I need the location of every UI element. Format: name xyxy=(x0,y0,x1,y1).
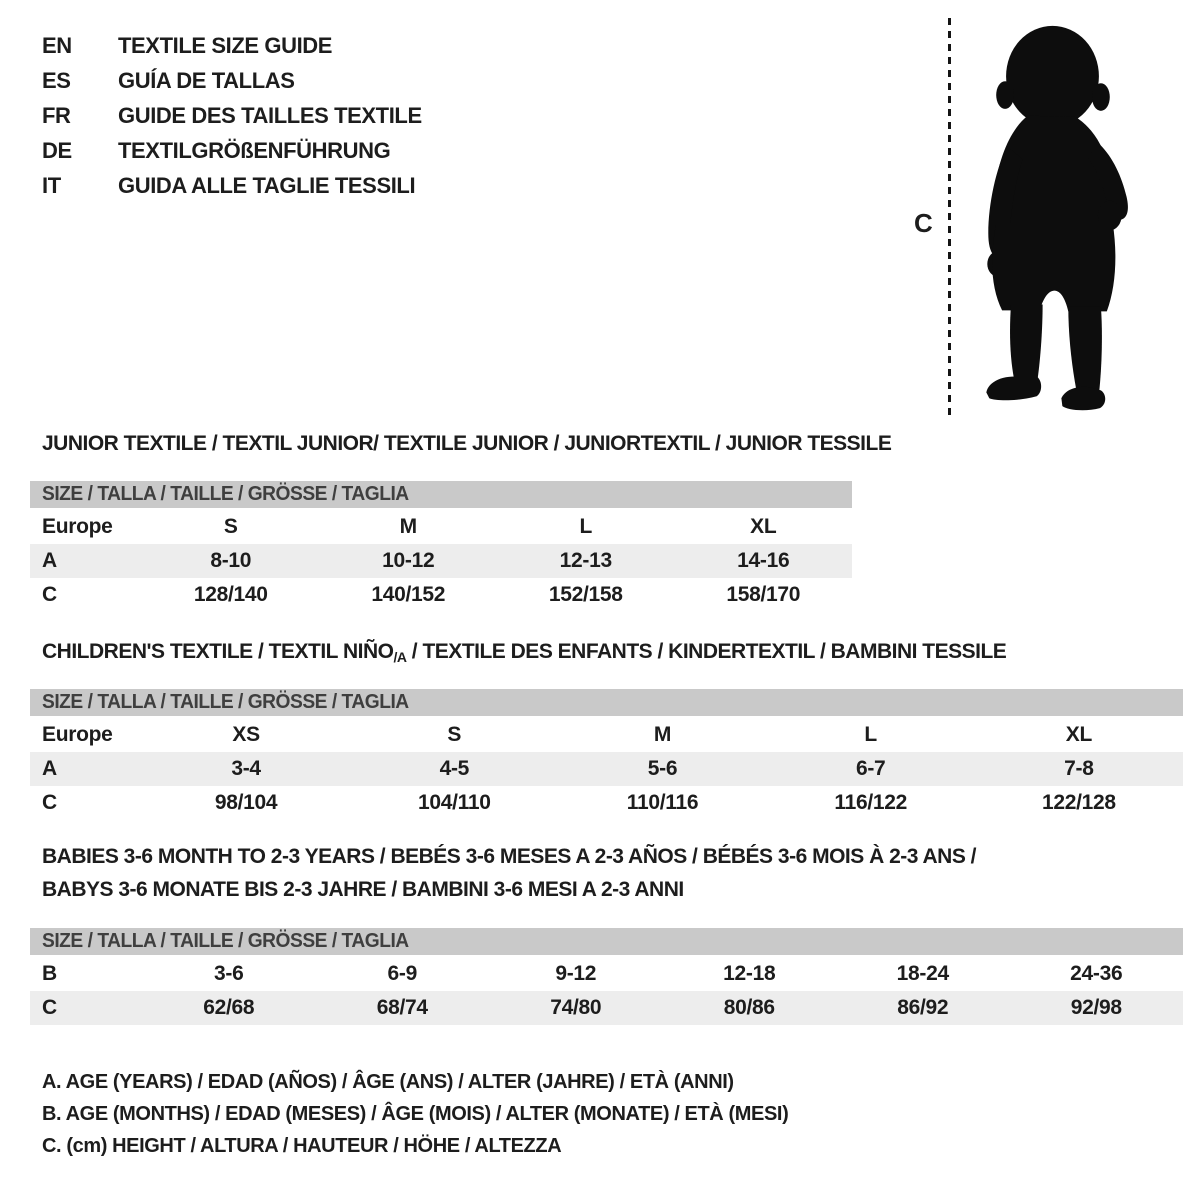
table-cell: 98/104 xyxy=(214,791,278,814)
row-label: C xyxy=(42,583,57,606)
legend-footnotes xyxy=(42,1066,788,1162)
children-size-table xyxy=(30,689,1183,820)
table-cell: 8-10 xyxy=(210,549,252,572)
junior-section-title: JUNIOR TEXTILE / TEXTIL JUNIOR/ TEXTILE JUNIOR / JUNIORTEXTIL / JUNIOR TESSILE xyxy=(42,432,892,455)
row-label: A xyxy=(42,757,57,780)
table-cell: XS xyxy=(232,723,260,746)
table-cell: 74/80 xyxy=(550,996,602,1019)
table-row-height xyxy=(30,786,1183,820)
lang-code: ES xyxy=(42,67,71,93)
table-cell: 86/92 xyxy=(897,996,949,1019)
lang-row-de xyxy=(42,133,422,168)
table-cell: 18-24 xyxy=(896,962,949,985)
table-row-age xyxy=(30,544,852,578)
height-measure-figure xyxy=(900,10,1170,428)
table-cell: 80/86 xyxy=(723,996,775,1019)
babies-size-table xyxy=(30,928,1183,1025)
table-cell: M xyxy=(653,723,672,746)
table-cell: 128/140 xyxy=(193,583,268,606)
footnote-c: C. (cm) HEIGHT / ALTURA / HAUTEUR / HÖHE / ALTEZZA xyxy=(42,1135,562,1157)
table-row-height xyxy=(30,991,1183,1025)
table-cell: 12-13 xyxy=(559,549,612,572)
lang-row-es xyxy=(42,63,422,98)
size-header-band xyxy=(30,928,1183,955)
children-title-sub: /A xyxy=(393,649,407,665)
table-cell: 92/98 xyxy=(1070,996,1122,1019)
lang-title: GUIDA ALLE TAGLIE TESSILI xyxy=(118,172,416,198)
table-cell: 152/158 xyxy=(548,583,623,606)
table-cell: S xyxy=(223,515,238,538)
toddler-silhouette-icon xyxy=(964,20,1140,420)
table-cell: L xyxy=(864,723,877,746)
table-cell: 104/110 xyxy=(417,791,491,814)
table-cell: 158/170 xyxy=(726,583,801,606)
table-cell: 116/122 xyxy=(834,791,908,814)
table-cell: 10-12 xyxy=(382,549,435,572)
table-row-months xyxy=(30,957,1183,991)
lang-title: GUIDE DES TAILLES TEXTILE xyxy=(118,102,422,128)
lang-code: FR xyxy=(42,102,71,128)
lang-row-fr xyxy=(42,98,422,133)
table-cell: 68/74 xyxy=(376,996,428,1019)
table-cell: 4-5 xyxy=(439,757,470,780)
size-header-text: SIZE / TALLA / TAILLE / GRÖSSE / TAGLIA xyxy=(42,930,409,952)
row-label: B xyxy=(42,962,57,985)
table-cell: 12-18 xyxy=(723,962,776,985)
height-dashed-line xyxy=(948,18,951,418)
children-title-pre: CHILDREN'S TEXTILE / TEXTIL NIÑO xyxy=(42,640,394,663)
table-cell: XL xyxy=(1065,723,1093,746)
lang-code: DE xyxy=(42,137,72,163)
table-cell: 140/152 xyxy=(371,583,446,606)
table-cell: 14-16 xyxy=(737,549,790,572)
babies-section-title xyxy=(42,840,976,906)
footnote-a: A. AGE (YEARS) / EDAD (AÑOS) / ÂGE (ANS) / ALTER (JAHRE) / ETÀ (ANNI) xyxy=(42,1071,734,1093)
row-label: A xyxy=(42,549,57,572)
row-label: Europe xyxy=(42,515,113,538)
table-cell: 6-7 xyxy=(855,757,886,780)
table-cell: 24-36 xyxy=(1070,962,1123,985)
table-cell: 62/68 xyxy=(203,996,255,1019)
children-title-post: / TEXTILE DES ENFANTS / KINDERTEXTIL / BAMBINI TESSILE xyxy=(406,640,1007,663)
size-header-text: SIZE / TALLA / TAILLE / GRÖSSE / TAGLIA xyxy=(42,483,409,505)
table-cell: S xyxy=(447,723,462,746)
children-section-title xyxy=(42,640,1006,665)
table-cell: XL xyxy=(750,515,777,538)
table-cell: M xyxy=(399,515,417,538)
lang-code: IT xyxy=(42,172,61,198)
junior-size-table xyxy=(30,481,852,612)
table-cell: 7-8 xyxy=(1064,757,1094,780)
lang-title: TEXTILE SIZE GUIDE xyxy=(118,32,333,58)
size-header-text: SIZE / TALLA / TAILLE / GRÖSSE / TAGLIA xyxy=(42,691,409,713)
row-label: C xyxy=(42,791,57,814)
size-header-band xyxy=(30,481,852,508)
babies-title-line1: BABIES 3-6 MONTH TO 2-3 YEARS / BEBÉS 3-6 MESES A 2-3 AÑOS / BÉBÉS 3-6 MOIS À 2-3 ANS / xyxy=(42,845,977,868)
language-title-list xyxy=(42,28,422,203)
footnote-b: B. AGE (MONTHS) / EDAD (MESES) / ÂGE (MOIS) / ALTER (MONATE) / ETÀ (MESI) xyxy=(42,1103,789,1125)
lang-row-it xyxy=(42,168,422,203)
table-row-europe xyxy=(30,510,852,544)
table-cell: 3-6 xyxy=(214,962,244,985)
table-row-age xyxy=(30,752,1183,786)
table-cell: 122/128 xyxy=(1041,791,1116,814)
table-cell: 9-12 xyxy=(555,962,597,985)
height-measure-c-label: C xyxy=(914,208,933,238)
lang-title: GUÍA DE TALLAS xyxy=(118,67,295,93)
table-cell: 5-6 xyxy=(647,757,678,780)
size-header-band xyxy=(30,689,1183,716)
row-label: Europe xyxy=(42,723,113,746)
table-cell: 3-4 xyxy=(231,757,261,780)
table-cell: 6-9 xyxy=(387,962,417,985)
table-cell: 110/116 xyxy=(626,791,699,814)
row-label: C xyxy=(42,996,57,1019)
babies-title-line2: BABYS 3-6 MONATE BIS 2-3 JAHRE / BAMBINI 3-6 MESI A 2-3 ANNI xyxy=(42,878,684,901)
lang-title: TEXTILGRÖßENFÜHRUNG xyxy=(118,137,391,163)
lang-code: EN xyxy=(42,32,72,58)
lang-row-en xyxy=(42,28,422,63)
table-cell: L xyxy=(579,515,593,538)
table-row-height xyxy=(30,578,852,612)
table-row-europe xyxy=(30,718,1183,752)
